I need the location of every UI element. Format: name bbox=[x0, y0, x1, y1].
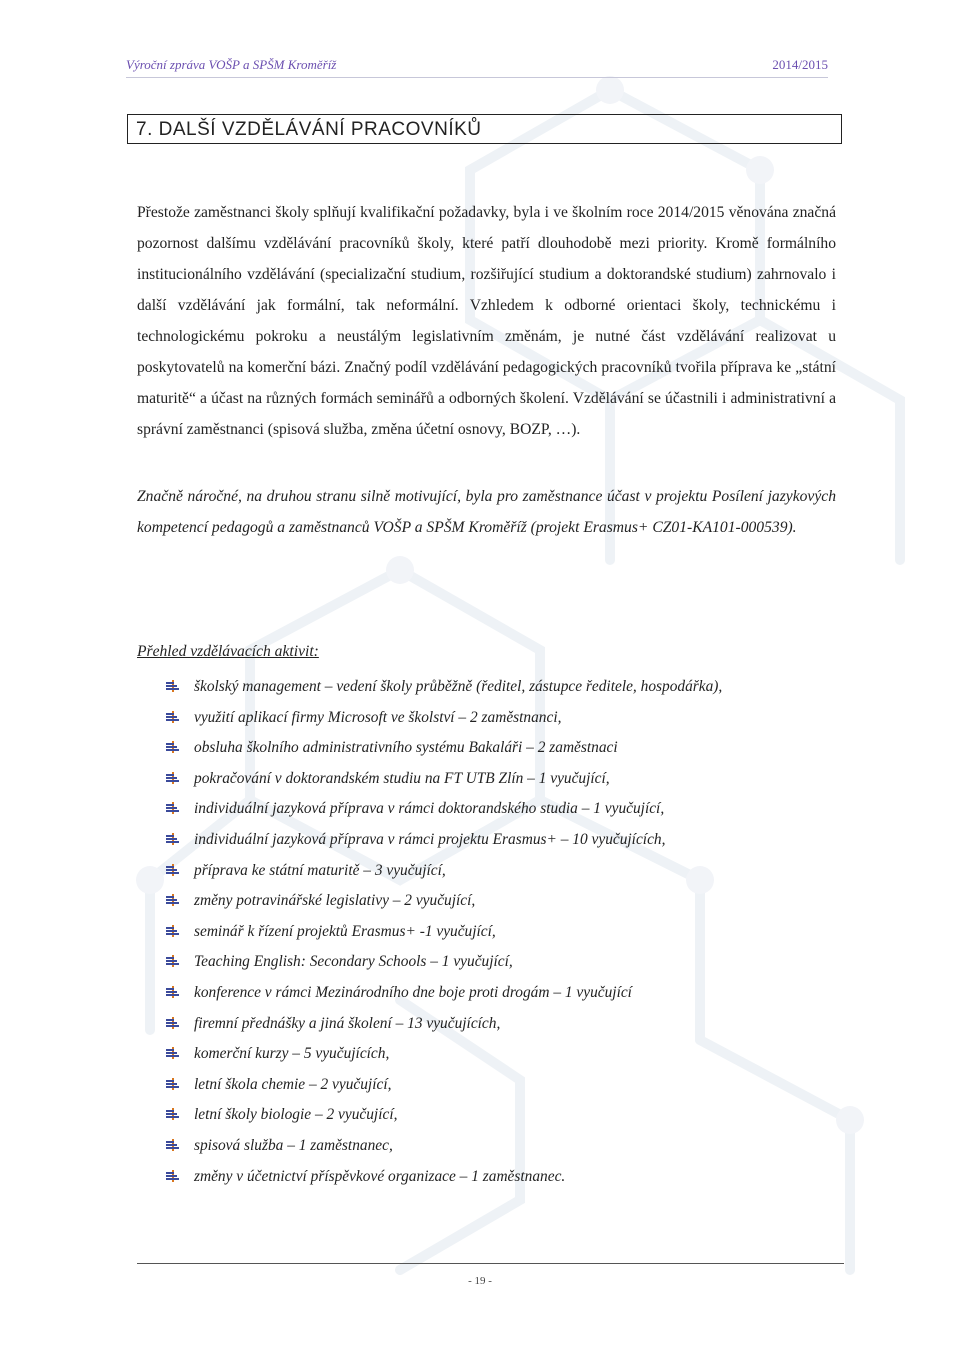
list-bullet-icon bbox=[166, 1017, 179, 1029]
list-bullet-icon bbox=[166, 955, 179, 967]
list-item bbox=[162, 672, 842, 703]
list-bullet-icon bbox=[166, 680, 179, 692]
list-item-text: seminář k řízení projektů Erasmus+ -1 vyučující, bbox=[194, 922, 496, 940]
list-item bbox=[162, 856, 842, 887]
list-item bbox=[162, 733, 842, 764]
list-item-text: změny potravinářské legislativy – 2 vyučující, bbox=[194, 892, 476, 910]
list-item-text: Teaching English: Secondary Schools – 1 vyučující, bbox=[194, 953, 513, 971]
list-bullet-icon bbox=[166, 864, 179, 876]
list-item bbox=[162, 947, 842, 978]
list-item-text: obsluha školního administrativního systému Bakaláři – 2 zaměstnaci bbox=[194, 739, 618, 757]
list-item-text: pokračování v doktorandském studiu na FT UTB Zlín – 1 vyučující, bbox=[194, 769, 610, 787]
paragraph-erasmus: Značně náročné, na druhou stranu silně motivující, byla pro zaměstnance účast v projektu Posílení jazykových kompetencí pedagogů a zaměstnanců VOŠP a SPŠM Kroměříž (projekt Erasmus+ CZ01-KA101-000539). bbox=[137, 488, 836, 536]
footer-divider bbox=[137, 1263, 844, 1264]
list-item bbox=[162, 917, 842, 948]
list-item bbox=[162, 1100, 842, 1131]
list-item-text: individuální jazyková příprava v rámci projektu Erasmus+ – 10 vyučujících, bbox=[194, 830, 666, 848]
list-item-text: spisová služba – 1 zaměstnanec, bbox=[194, 1136, 393, 1154]
list-item-text: letní škola chemie – 2 vyučující, bbox=[194, 1075, 392, 1093]
list-bullet-icon bbox=[166, 741, 179, 753]
list-item bbox=[162, 764, 842, 795]
list-item bbox=[162, 794, 842, 825]
list-item-text: konference v rámci Mezinárodního dne boje proti drogám – 1 vyučující bbox=[194, 983, 632, 1001]
list-item-text: využití aplikací firmy Microsoft ve školství – 2 zaměstnanci, bbox=[194, 708, 562, 726]
list-bullet-icon bbox=[166, 925, 179, 937]
list-item bbox=[162, 1131, 842, 1162]
list-bullet-icon bbox=[166, 802, 179, 814]
page-number: - 19 - bbox=[468, 1275, 492, 1287]
list-item-text: individuální jazyková příprava v rámci doktorandského studia – 1 vyučující, bbox=[194, 800, 665, 818]
list-item-text: školský management – vedení školy průběžně (ředitel, zástupce ředitele, hospodářka), bbox=[194, 678, 723, 695]
list-item bbox=[162, 1039, 842, 1070]
document-title: Výroční zpráva VOŠP a SPŠM Kroměříž bbox=[126, 57, 337, 72]
list-item bbox=[162, 1009, 842, 1040]
list-item bbox=[162, 1070, 842, 1101]
list-item-text: letní školy biologie – 2 vyučující, bbox=[194, 1106, 398, 1124]
list-item-text: firemní přednášky a jiná školení – 13 vyučujících, bbox=[194, 1014, 501, 1032]
list-bullet-icon bbox=[166, 1170, 179, 1182]
section-heading: 7. DALŠÍ VZDĚLÁVÁNÍ PRACOVNÍKŮ bbox=[136, 119, 482, 140]
list-item-text: příprava ke státní maturitě – 3 vyučující, bbox=[194, 861, 446, 879]
activities-overview-title: Přehled vzdělávacích aktivit: bbox=[137, 643, 319, 660]
list-item bbox=[162, 886, 842, 917]
list-bullet-icon bbox=[166, 711, 179, 723]
list-bullet-icon bbox=[166, 833, 179, 845]
page-header bbox=[126, 57, 828, 78]
list-bullet-icon bbox=[166, 1139, 179, 1151]
list-item-text: komerční kurzy – 5 vyučujících, bbox=[194, 1045, 390, 1063]
list-item bbox=[162, 1162, 842, 1193]
list-item bbox=[162, 825, 842, 856]
document-year: 2014/2015 bbox=[772, 57, 828, 72]
list-item bbox=[162, 978, 842, 1009]
list-bullet-icon bbox=[166, 1047, 179, 1059]
list-bullet-icon bbox=[166, 986, 179, 998]
activities-list bbox=[162, 672, 842, 1192]
list-item bbox=[162, 703, 842, 734]
section-heading-box bbox=[127, 114, 842, 144]
paragraph-intro: Přestože zaměstnanci školy splňují kvalifikační požadavky, byla i ve školním roce 2014/2015 věnována značná pozornost dalšímu vzdělávání pracovníků školy, které patří dlouhodobě mezi priority. Kromě formálního institucionálního vzdělávání (specializační studium, rozšiřující studium a doktorandské studium) zahrnovalo i další vzdělávání jak formální, tak neformální. Vzhledem k odborné orientaci školy, technickému i technologickému pokroku a neustálým legislativním změnám, je nutné část vzdělávání realizovat u poskytovatelů na komerční bázi. Značný podíl vzdělávání pedagogických pracovníků tvořila příprava ke „státní maturitě“ a účast na různých formách seminářů a odborných školení. Vzdělávání se účastnili i administrativní a správní zaměstnanci (spisová služba, změna účetní osnovy, BOZP, …). bbox=[137, 204, 836, 438]
list-item-text: změny v účetnictví příspěvkové organizace – 1 zaměstnanec. bbox=[194, 1167, 566, 1185]
list-bullet-icon bbox=[166, 772, 179, 784]
list-bullet-icon bbox=[166, 894, 179, 906]
list-bullet-icon bbox=[166, 1108, 179, 1120]
list-bullet-icon bbox=[166, 1078, 179, 1090]
